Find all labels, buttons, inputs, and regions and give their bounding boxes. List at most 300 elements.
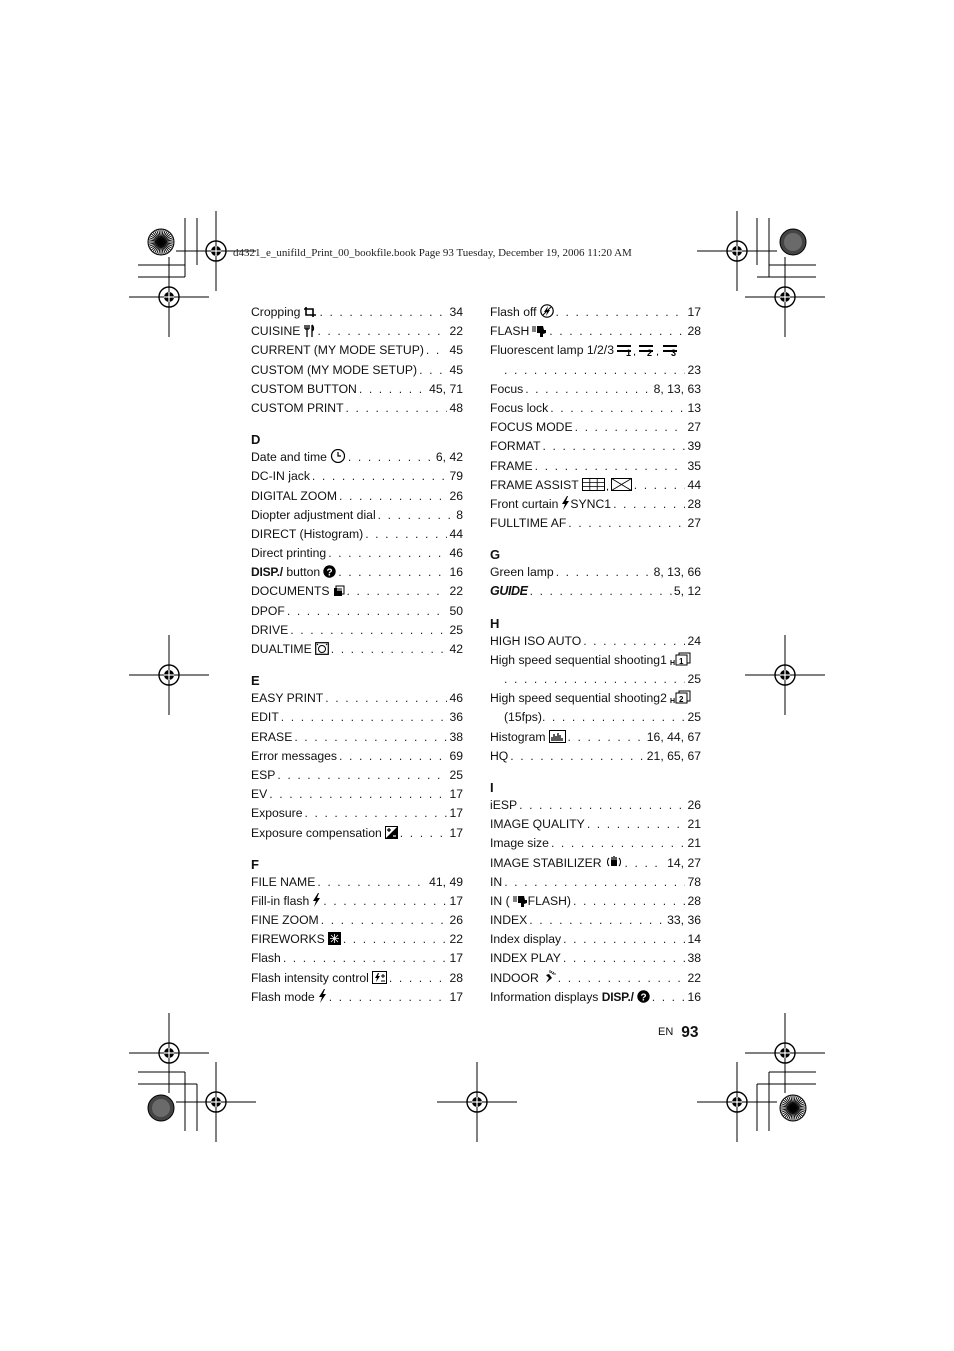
leader-dots: [283, 949, 448, 968]
leader-dots: [338, 563, 447, 582]
index-term: DC-IN jack: [251, 469, 310, 484]
page-footer: [658, 1024, 699, 1042]
index-entry: [490, 361, 701, 380]
index-term: CUSTOM BUTTON: [251, 381, 357, 396]
index-entry: [251, 621, 463, 640]
leader-dots: [549, 322, 685, 341]
halftone-mark: [148, 1095, 174, 1121]
index-entry: [490, 834, 701, 853]
index-entry: [251, 689, 463, 708]
svg-text:Hi: Hi: [669, 698, 677, 705]
leader-dots: [550, 399, 685, 418]
index-entry: [251, 728, 463, 747]
index-page-refs: 17: [449, 787, 463, 802]
index-entry: [251, 487, 463, 506]
index-term: DUALTIME: [251, 640, 329, 659]
index-entry: [490, 514, 701, 533]
index-entry: [251, 873, 463, 892]
leader-dots: [551, 834, 686, 853]
index-term: Error messages: [251, 748, 338, 763]
index-entry: [251, 448, 463, 467]
index-term: Index display: [490, 932, 562, 947]
index-term: DISP./ button ?: [251, 563, 336, 582]
leader-dots: [419, 361, 447, 380]
language-label: EN: [658, 1026, 674, 1038]
index-term: Focus lock: [490, 400, 549, 415]
index-page-refs: 17: [449, 951, 463, 966]
index-entry: [490, 582, 701, 601]
frame-assist-icons: [579, 478, 632, 492]
index-entry: [490, 476, 701, 495]
index-page-refs: 8, 13, 66: [653, 565, 701, 580]
index-page-refs: 28: [687, 893, 701, 908]
leader-dots: [426, 341, 448, 360]
hi1-icon: [667, 653, 692, 667]
leader-dots: [281, 708, 448, 727]
index-page-refs: 36: [449, 710, 463, 725]
flash-off-icon: [537, 305, 554, 319]
leader-dots: [328, 544, 447, 563]
index-term: Exposure: [251, 806, 303, 821]
leader-dots: [556, 563, 652, 582]
index-entry: [251, 602, 463, 621]
registration-mark: [176, 1062, 256, 1142]
registration-mark: [697, 211, 777, 291]
leader-dots: [339, 487, 447, 506]
ext-flash-icon: [510, 894, 528, 908]
leader-dots: [535, 457, 686, 476]
index-entry: [251, 892, 463, 911]
index-term: CURRENT (MY MODE SETUP): [251, 343, 424, 358]
leader-dots: [347, 582, 448, 601]
index-page-refs: 25: [449, 622, 463, 637]
index-entry: [490, 380, 701, 399]
index-term: DPOF: [251, 603, 285, 618]
index-page-refs: 8: [456, 507, 463, 522]
leader-dots: [319, 303, 447, 322]
index-entry: [251, 930, 463, 949]
index-term: CUSTOM (MY MODE SETUP): [251, 362, 418, 377]
index-letter-heading: F: [251, 856, 259, 872]
index-entry: [490, 322, 701, 341]
index-term: INDEX PLAY: [490, 951, 561, 966]
index-page-refs: 69: [449, 748, 463, 763]
index-entry: [251, 640, 463, 659]
leader-dots: [529, 911, 665, 930]
section-gap: [251, 418, 463, 431]
leader-dots: [542, 708, 686, 727]
index-term: Green lamp: [490, 565, 554, 580]
leader-dots: [400, 824, 448, 843]
index-page-refs: 46: [449, 691, 463, 706]
leader-dots: [389, 969, 448, 988]
leader-dots: [563, 930, 685, 949]
leader-dots: [625, 854, 666, 873]
index-term: DOCUMENTS: [251, 582, 345, 601]
index-entry: [251, 467, 463, 486]
index-page-refs: 28: [449, 970, 463, 985]
index-entry: [251, 804, 463, 823]
index-term: Flash: [251, 951, 281, 966]
leader-dots: [504, 873, 685, 892]
index-entry: [251, 766, 463, 785]
index-page-refs: 16: [449, 565, 463, 580]
index-term: Date and time: [251, 448, 346, 467]
index-term: EASY PRINT: [251, 691, 324, 706]
leader-dots: [365, 525, 447, 544]
index-page-refs: 38: [687, 951, 701, 966]
index-term: ERASE: [251, 729, 293, 744]
leader-dots: [359, 380, 427, 399]
index-page-refs: 44: [687, 477, 701, 492]
index-term: IMAGE STABILIZER: [490, 854, 623, 873]
index-page-refs: 27: [687, 516, 701, 531]
leader-dots: [321, 911, 448, 930]
leader-dots: [568, 514, 685, 533]
dualtime-icon: [312, 642, 329, 656]
index-page-refs: 21: [687, 817, 701, 832]
leader-dots: [287, 602, 448, 621]
index-page-refs: 45: [449, 362, 463, 377]
index-term: ESP: [251, 767, 276, 782]
index-entry: [251, 988, 463, 1007]
leader-dots: [305, 804, 448, 823]
registration-mark: [129, 257, 209, 337]
index-entry: [251, 911, 463, 930]
index-term: FIREWORKS: [251, 930, 341, 949]
index-entry: [490, 873, 701, 892]
index-page-refs: 33, 36: [667, 913, 701, 928]
index-page-refs: 17: [449, 989, 463, 1004]
index-page-refs: 21, 65, 67: [646, 748, 701, 763]
index-entry: [490, 341, 701, 360]
index-entry: [490, 911, 701, 930]
leader-dots: [563, 949, 686, 968]
index-term: DRIVE: [251, 622, 289, 637]
index-entry: [490, 495, 701, 514]
fireworks-icon: [325, 932, 341, 946]
registration-mark: [745, 635, 825, 715]
documents-icon: [330, 584, 345, 598]
index-term: GUIDE: [490, 584, 528, 599]
flash-intensity-icon: [369, 971, 387, 985]
leader-dots: [568, 728, 645, 747]
svg-text:,: ,: [605, 480, 609, 491]
index-letter-heading: H: [490, 615, 500, 631]
index-entry: [490, 418, 701, 437]
index-page-refs: 16, 44, 67: [646, 729, 701, 744]
index-term: FLASH: [490, 322, 547, 341]
index-term: FILE NAME: [251, 874, 316, 889]
index-term: Direct printing: [251, 546, 327, 561]
index-entry: [251, 506, 463, 525]
histogram-icon: [546, 730, 566, 744]
index-entry: [251, 380, 463, 399]
index-page-refs: 23: [687, 362, 701, 377]
starburst-mark: [780, 1095, 806, 1121]
index-entry: [251, 341, 463, 360]
svg-text:3: 3: [670, 348, 676, 357]
index-entry: [251, 544, 463, 563]
index-term: INDOOR: [490, 969, 556, 988]
section-gap: [490, 533, 701, 546]
index-page-refs: 17: [449, 825, 463, 840]
index-page-refs: 26: [449, 488, 463, 503]
leader-dots: [317, 322, 447, 341]
index-entry: [251, 824, 463, 843]
index-page-refs: 26: [449, 913, 463, 928]
svg-text:1: 1: [625, 348, 631, 357]
registration-mark: [129, 635, 209, 715]
index-term: Fluorescent lamp 1/2/3 1 , 2 , 3: [490, 341, 683, 360]
clock-icon: [327, 450, 346, 464]
index-entry: [490, 949, 701, 968]
index-page-refs: 6, 42: [435, 450, 463, 465]
index-entry: [490, 747, 701, 766]
index-term: INDEX: [490, 913, 528, 928]
index-term: Information displays DISP./ ?: [490, 988, 650, 1007]
registration-mark: [697, 1062, 777, 1142]
leader-dots: [558, 969, 686, 988]
index-page-refs: 17: [449, 806, 463, 821]
index-term: FOCUS MODE: [490, 420, 573, 435]
index-entry: [490, 457, 701, 476]
registration-mark: [745, 257, 825, 337]
index-term: HQ: [490, 748, 509, 763]
section-gap: [490, 602, 701, 615]
section-gap: [251, 659, 463, 672]
cuisine-icon: [300, 324, 315, 338]
index-page-refs: 38: [449, 729, 463, 744]
index-page-refs: 13: [687, 400, 701, 415]
index-page-refs: 28: [687, 324, 701, 339]
slug-line: d4321_e_unifild_Print_00_bookfile.book Page 93 Tuesday, December 19, 2006 11:20 AM: [233, 247, 632, 259]
index-term: Flash off: [490, 303, 554, 322]
leader-dots: [329, 988, 448, 1007]
index-page-refs: 79: [449, 469, 463, 484]
index-entry: [251, 399, 463, 418]
leader-dots: [331, 640, 448, 659]
leader-dots: [634, 476, 686, 495]
index-term: High speed sequential shooting2 Hi 2: [490, 689, 692, 708]
index-entry: [490, 988, 701, 1007]
leader-dots: [510, 747, 645, 766]
index-term: iESP: [490, 797, 518, 812]
index-entry: [490, 796, 701, 815]
index-page-refs: 14, 27: [667, 855, 701, 870]
index-page-refs: 17: [449, 893, 463, 908]
exposure-comp-icon: [382, 826, 398, 840]
index-entry: [490, 437, 701, 456]
leader-dots: [348, 448, 434, 467]
registration-mark: [437, 1062, 517, 1142]
index-term: EV: [251, 787, 268, 802]
index-term: FRAME: [490, 458, 533, 473]
index-entry: [251, 563, 463, 582]
ext-flash-icon: [529, 324, 547, 338]
index-page-refs: 8, 13, 63: [653, 381, 701, 396]
svg-text:2: 2: [678, 695, 684, 705]
leader-dots: [277, 766, 447, 785]
index-entry: [490, 632, 701, 651]
index-page-refs: 22: [449, 584, 463, 599]
indoor-icon: [539, 971, 556, 985]
index-page-refs: 44: [449, 526, 463, 541]
leader-dots: [530, 582, 672, 601]
index-entry: [251, 303, 463, 322]
index-term: Cropping: [251, 303, 317, 322]
index-term: Fill-in flash: [251, 892, 321, 911]
svg-text:,: ,: [632, 346, 637, 357]
index-entry: [251, 582, 463, 601]
index-entry: [251, 949, 463, 968]
leader-dots: [343, 930, 448, 949]
flash-icon: [309, 894, 321, 908]
index-page-refs: 45: [449, 343, 463, 358]
index-entry: [490, 303, 701, 322]
index-page-refs: 26: [687, 797, 701, 812]
svg-text:?: ?: [326, 567, 333, 579]
index-term: Front curtain SYNC1: [490, 496, 612, 511]
leader-dots: [543, 437, 686, 456]
index-entry: [490, 670, 701, 689]
index-term: Histogram: [490, 728, 566, 747]
leader-dots: [587, 815, 686, 834]
index-column-left: [251, 303, 463, 1007]
index-page-refs: 25: [449, 767, 463, 782]
leader-dots: [269, 785, 447, 804]
help-icon: [634, 990, 650, 1004]
index-entry: [490, 969, 701, 988]
leader-dots: [583, 632, 685, 651]
index-page-refs: 41, 49: [429, 874, 463, 889]
index-page-refs: 14: [687, 932, 701, 947]
index-page-refs: 28: [687, 496, 701, 511]
leader-dots: [317, 873, 427, 892]
index-term: FORMAT: [490, 439, 541, 454]
leader-dots: [323, 892, 447, 911]
index-page-refs: 16: [687, 989, 701, 1004]
index-page-refs: 5, 12: [673, 584, 701, 599]
leader-dots: [556, 303, 686, 322]
index-page-refs: 17: [687, 305, 701, 319]
index-term: HIGH ISO AUTO: [490, 633, 582, 648]
leader-dots: [519, 796, 685, 815]
index-term: DIGITAL ZOOM: [251, 488, 337, 503]
index-page-refs: 48: [449, 400, 463, 415]
leader-dots: [613, 495, 685, 514]
index-term: (15fps): [504, 710, 542, 725]
leader-dots: [312, 467, 448, 486]
leader-dots: [325, 689, 447, 708]
index-page-refs: 34: [449, 305, 463, 319]
index-term: IMAGE QUALITY: [490, 817, 585, 832]
index-entry: [251, 708, 463, 727]
index-term: Flash intensity control: [251, 969, 387, 988]
index-term: FULLTIME AF: [490, 516, 567, 531]
index-entry: [490, 930, 701, 949]
leader-dots: [525, 380, 651, 399]
index-page-refs: 21: [687, 836, 701, 851]
index-term: High speed sequential shooting1 Hi 1: [490, 651, 692, 670]
index-entry: [490, 563, 701, 582]
index-term: CUISINE: [251, 322, 315, 341]
hi2-icon: [667, 691, 692, 705]
index-entry: [251, 322, 463, 341]
fluorescent-icons: [614, 343, 683, 357]
page-number: 93: [681, 1024, 699, 1041]
index-page-refs: 39: [687, 439, 701, 454]
index-entry: [490, 815, 701, 834]
leader-dots: [573, 892, 685, 911]
leader-dots: [290, 621, 447, 640]
section-gap: [251, 843, 463, 856]
index-page-refs: 22: [687, 970, 701, 985]
halftone-mark: [780, 229, 806, 255]
crop-icon: [300, 305, 317, 319]
index-letter-heading: I: [490, 779, 494, 795]
registration-mark: [745, 1013, 825, 1093]
leader-dots: [346, 399, 448, 418]
index-entry: [490, 708, 701, 727]
index-page-refs: 25: [687, 710, 701, 725]
index-letter-heading: D: [251, 432, 261, 448]
index-term: Image size: [490, 836, 549, 851]
index-entry: [251, 969, 463, 988]
index-entry: [490, 689, 701, 708]
index-page-refs: 22: [449, 324, 463, 339]
index-entry: [251, 525, 463, 544]
flash-icon: [315, 990, 327, 1004]
index-term: Diopter adjustment dial: [251, 507, 376, 522]
index-page-refs: 35: [687, 458, 701, 473]
registration-mark: [129, 1013, 209, 1093]
index-term: Exposure compensation: [251, 824, 398, 843]
index-page-refs: 25: [687, 672, 701, 686]
index-entry: [251, 785, 463, 804]
stabilizer-icon: [602, 856, 623, 870]
index-page-refs: 78: [687, 874, 701, 889]
index-term: FRAME ASSIST ,: [490, 476, 632, 495]
index-entry: [490, 399, 701, 418]
index-entry: [490, 854, 701, 873]
index-term: CUSTOM PRINT: [251, 400, 344, 415]
index-letter-heading: E: [251, 673, 260, 689]
leader-dots: [652, 988, 686, 1007]
index-page-refs: 45, 71: [429, 381, 463, 396]
index-entry: [490, 892, 701, 911]
help-icon: [320, 565, 336, 579]
section-gap: [490, 766, 701, 779]
leader-dots: [504, 670, 685, 689]
index-term: FINE ZOOM: [251, 913, 319, 928]
leader-dots: [378, 506, 455, 525]
leader-dots: [575, 418, 686, 437]
index-page-refs: 22: [449, 932, 463, 947]
index-term: Focus: [490, 381, 524, 396]
svg-text:Hi: Hi: [669, 659, 677, 666]
index-term: IN ( FLASH): [490, 893, 571, 908]
leader-dots: [504, 361, 685, 380]
svg-text:2: 2: [646, 348, 652, 357]
starburst-mark: [148, 229, 174, 255]
index-entry: [490, 728, 701, 747]
svg-text:1: 1: [678, 656, 684, 666]
index-term: Flash mode: [251, 988, 327, 1007]
index-entry: [490, 651, 701, 670]
svg-text:?: ?: [640, 992, 647, 1003]
index-term: IN: [490, 874, 503, 889]
